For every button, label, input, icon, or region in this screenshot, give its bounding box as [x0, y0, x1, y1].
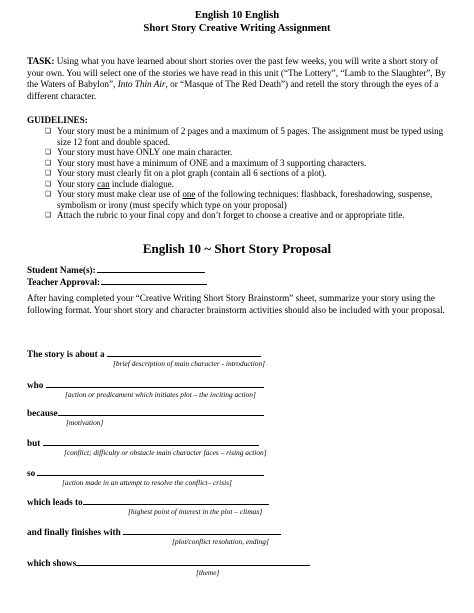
guideline-item: [27, 126, 452, 147]
guideline-item: [27, 210, 452, 221]
story-row-label: which leads to: [27, 497, 83, 507]
guideline-text: Your story must clearly fit on a plot graph (contain all 6 sections of a plot).: [57, 168, 327, 178]
checkbox-bullet-icon: ❑: [45, 169, 52, 177]
guideline-text: Your story must have ONLY one main character.: [57, 147, 233, 157]
story-row-hint: [plot/conflict resolution, ending]: [172, 537, 269, 546]
task-label: TASK:: [27, 56, 55, 66]
story-row-label: The story is about a: [27, 349, 105, 359]
task-text-a: Using what you have learned about short stories over the past few weeks, you will write a short story of your own. You will select one of the stories we have read in this unit (“The Lottery”, “Lamb to the Slaughter”, By the Waters of Babylon”,: [27, 56, 446, 90]
guideline-item: [27, 179, 452, 190]
instructions-paragraph: After having completed your “Creative Writing Short Story Brainstorm” sheet, summarize your story using the following format. Your short story and character brainstorm activities should also be included with your proposal.: [27, 293, 445, 315]
story-blank-field[interactable]: [123, 526, 281, 535]
guideline-text: of the following techniques: flashback, foreshadowing, suspense, symbolism or irony (must specify which type on your proposal): [57, 189, 433, 210]
guideline-underlined: one: [182, 189, 196, 199]
story-row-hint: [highest point of interest in the plot – climax]: [128, 507, 263, 516]
guideline-underlined: can: [97, 178, 110, 189]
guideline-item: [27, 168, 452, 179]
checkbox-bullet-icon: ❑: [45, 190, 52, 198]
story-row-hint: [brief description of main character - introduction]: [113, 359, 266, 368]
teacher-approval-label: Teacher Approval:: [27, 277, 101, 287]
story-blank-field[interactable]: [43, 437, 259, 446]
story-row-label: which shows: [27, 558, 77, 568]
story-row-because: [27, 407, 264, 419]
guidelines-list: [27, 126, 452, 221]
checkbox-bullet-icon: ❑: [45, 148, 52, 156]
guideline-text: Your story must have a minimum of ONE and a maximum of 3 supporting characters.: [57, 157, 367, 168]
guideline-text: Your story: [57, 178, 98, 189]
student-name-field[interactable]: [97, 264, 205, 273]
assignment-title: Short Story Creative Writing Assignment: [143, 23, 331, 34]
guideline-text: Your story must make clear use of: [57, 189, 183, 199]
story-blank-field[interactable]: [83, 496, 269, 505]
story-blank-field[interactable]: [58, 407, 264, 416]
student-name-row: [27, 264, 205, 276]
story-blank-field[interactable]: [76, 557, 310, 566]
story-row-label: and finally finishes with: [27, 527, 121, 537]
document-title: English 10 English: [194, 10, 280, 21]
story-blank-field[interactable]: [107, 348, 261, 357]
proposal-title: English 10 ~ Short Story Proposal: [142, 241, 332, 256]
student-name-label: Student Name(s):: [27, 265, 96, 275]
task-paragraph: [27, 56, 447, 102]
guidelines-heading: GUIDELINES:: [27, 115, 88, 125]
checkbox-bullet-icon: ❑: [45, 211, 52, 219]
guideline-text: Your story must be a minimum of 2 pages and a maximum of 5 pages. The assignment must be typed using size 12 font and double spaced.: [57, 126, 444, 147]
guideline-item: [27, 158, 452, 169]
teacher-approval-row: [27, 276, 207, 288]
task-text-italic: Into Thin Air: [117, 79, 166, 90]
story-row-hint: [motivation]: [66, 418, 104, 427]
guideline-item: [27, 147, 452, 158]
checkbox-bullet-icon: ❑: [45, 158, 52, 167]
guideline-text: Attach the rubric to your final copy and don’t forget to choose a creative and or appropriate title.: [57, 210, 405, 220]
story-row-hint: [action or predicament which initiates plot – the inciting action]: [65, 390, 256, 399]
story-row-shows: [27, 557, 310, 569]
story-row-hint: [theme]: [196, 568, 220, 577]
guideline-item: [27, 189, 452, 210]
checkbox-bullet-icon: ❑: [45, 127, 52, 135]
checkbox-bullet-icon: ❑: [45, 179, 52, 188]
story-row-label: who: [27, 380, 44, 390]
story-blank-field[interactable]: [46, 379, 264, 388]
guideline-text: include dialogue.: [109, 178, 174, 189]
story-row-label: so: [27, 468, 36, 478]
story-row-label: because: [27, 408, 58, 418]
story-row-label: but: [27, 438, 41, 448]
story-row-hint: [action made in an attempt to resolve the conflict– crisis]: [62, 478, 232, 487]
story-blank-field[interactable]: [37, 467, 264, 476]
story-row-hint: [conflict; difficulty or obstacle main character faces – rising action]: [64, 448, 267, 457]
teacher-approval-field[interactable]: [101, 276, 207, 285]
task-text-b: , or “Masque of The Red Death”) and retell the story through the eyes of a different character.: [27, 79, 439, 101]
